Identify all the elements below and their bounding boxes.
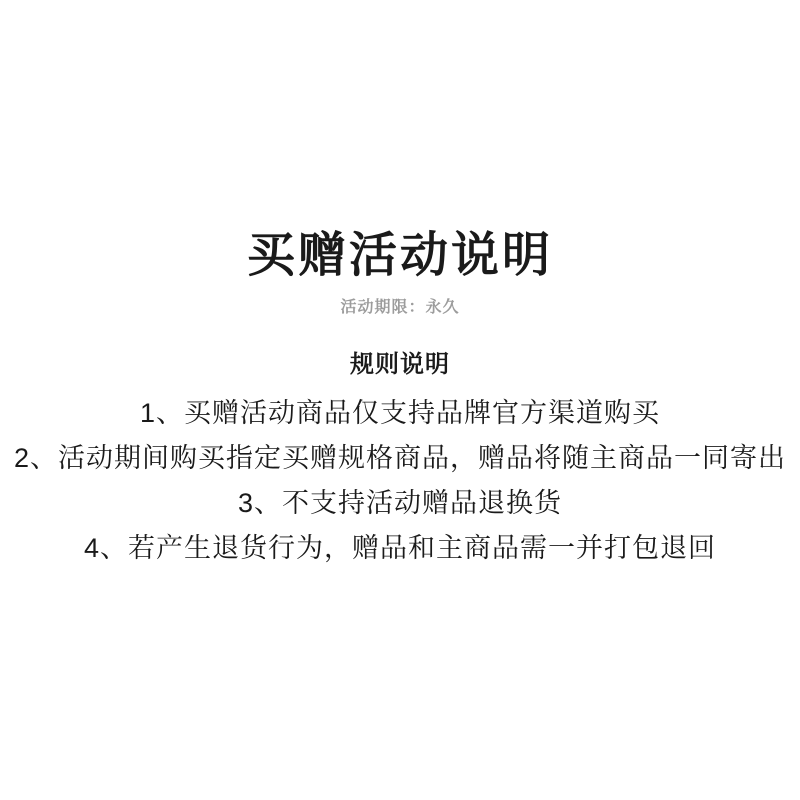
- activity-period-subtitle: 活动期限：永久: [340, 299, 460, 316]
- rules-heading: 规则说明: [350, 351, 450, 378]
- rules-list: [0, 391, 800, 571]
- rule-item: 3、不支持活动赠品退换货: [237, 488, 562, 518]
- rule-item: 4、若产生退货行为，赠品和主商品需一并打包退回: [83, 533, 716, 563]
- page-title: 买赠活动说明: [246, 229, 553, 282]
- rule-item: 2、活动期间购买指定买赠规格商品，赠品将随主商品一同寄出: [13, 443, 786, 473]
- promo-content: [0, 228, 800, 571]
- rule-item: 1、买赠活动商品仅支持品牌官方渠道购买: [139, 398, 660, 428]
